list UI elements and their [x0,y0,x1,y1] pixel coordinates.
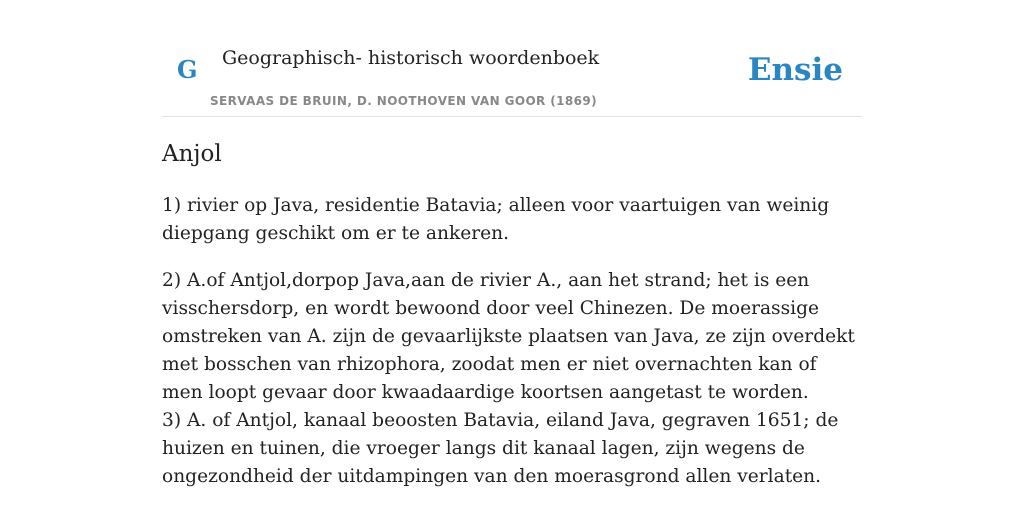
book-authors: SERVAAS DE BRUIN, D. NOOTHOVEN VAN GOOR (1869) [210,94,598,108]
header [162,0,862,117]
brand-logo[interactable]: Ensie [747,52,843,88]
entry-paragraph-3: 3) A. of Antjol, kanaal beoosten Batavia, eiland Java, gegraven 1651; de huizen en tuinen, die vroeger langs dit kanaal lagen, zijn wegens de ongezondheid der uitdampingen van den moerasgrond allen verlaten. [162,410,839,487]
entry-title: Anjol [162,141,222,167]
logo-letter[interactable]: G [177,55,198,84]
entry-content [162,138,862,491]
book-title[interactable]: Geographisch- historisch woordenboek [222,47,600,69]
entry-paragraph-2: 2) A.of Antjol,dorpop Java,aan de rivier A., aan het strand; het is een visschersdorp, en wordt bewoond door veel Chinezen. De moerassige omstreken van A. zijn de gevaarlijkste plaatsen van Java, ze zijn overdekt met bosschen van rhizophora, zoodat men er niet overnachten kan of men loopt gevaar door kwaadaardige koortsen aangetast te worden. [162,270,855,403]
entry-paragraph-1: 1) rivier op Java, residentie Batavia; alleen voor vaartuigen van weinig diepgang geschikt om er te ankeren. [162,195,830,244]
